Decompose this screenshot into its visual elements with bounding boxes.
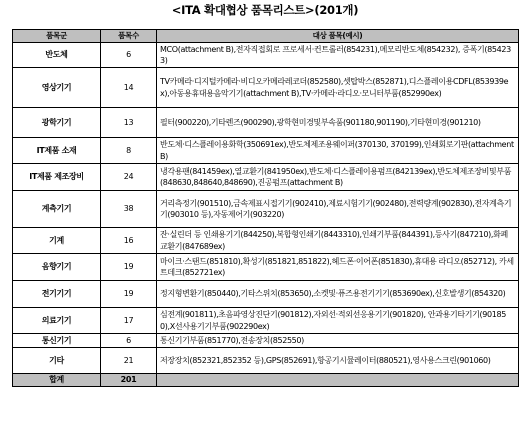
table-row	[13, 348, 519, 374]
table-row	[13, 68, 519, 108]
row-category: 기타	[13, 348, 101, 374]
row-category: 광학기기	[13, 108, 101, 138]
row-count: 21	[101, 348, 157, 374]
table-row	[13, 228, 519, 254]
table-row	[13, 334, 519, 348]
row-items: 반도체·디스플레이용화학(350691ex),반도체제조용웨이퍼(370130, 370199),인쇄회로기판(attachment B)	[157, 138, 519, 164]
header-items: 대상 품목(예시)	[157, 30, 519, 43]
row-items: 냉각용팬(841459ex),열교환기(841950ex),반도체·디스플레이용펌프(842139ex),반도체제조장비및부품(848630,848640,848690),진공펌프(attachment B)	[157, 164, 519, 191]
table-row	[13, 138, 519, 164]
row-count: 24	[101, 164, 157, 191]
table-row	[13, 191, 519, 228]
row-count: 19	[101, 254, 157, 281]
total-row	[13, 374, 519, 387]
row-count: 6	[101, 43, 157, 68]
page-title: <ITA 확대협상 품목리스트>(201개)	[171, 3, 359, 17]
header-category: 품목군	[13, 30, 101, 43]
row-items: MCO(attachment B),전자직접회로 프로세서·컨트롤러(854231),메모리반도체(854232), 증폭기(854233)	[157, 43, 519, 68]
table-row	[13, 164, 519, 191]
row-items: 정지형변환기(850440),기타스위치(853650),소켓및·퓨즈용전기기기(853690ex),신호발생기(854320)	[157, 281, 519, 308]
row-category: 통신기기	[13, 334, 101, 348]
total-count: 201	[101, 374, 157, 387]
row-items: 저장장치(852321,852352 등),GPS(852691),항공기시뮬레이터(880521),영사용스크린(901060)	[157, 348, 519, 374]
row-count: 6	[101, 334, 157, 348]
row-category: 의료기기	[13, 308, 101, 334]
row-count: 38	[101, 191, 157, 228]
row-count: 16	[101, 228, 157, 254]
row-category: 음향기기	[13, 254, 101, 281]
row-category: 기계	[13, 228, 101, 254]
table-row	[13, 254, 519, 281]
total-label: 합계	[13, 374, 101, 387]
row-count: 14	[101, 68, 157, 108]
row-items: TV카메라·디지털카메라·비디오카메라레코더(852580),셋탑박스(852871),디스플레이용CDFL(853939ex),아동용휴대용음악기기(attachment B),TV·카메라·라디오·모니터부품(852990ex)	[157, 68, 519, 108]
row-category: IT제품 제조장비	[13, 164, 101, 191]
row-count: 17	[101, 308, 157, 334]
table-row	[13, 108, 519, 138]
table-header-row	[13, 30, 519, 43]
row-items: 필터(900220),기타렌즈(900290),광학현미경및부속품(901180,901190),기타현미경(901210)	[157, 108, 519, 138]
row-category: 반도체	[13, 43, 101, 68]
row-category: 전기기기	[13, 281, 101, 308]
table-row	[13, 281, 519, 308]
table-row	[13, 308, 519, 334]
header-count: 품목수	[101, 30, 157, 43]
row-items: 잔·실린더 등 인쇄용기기(844250),복합형인쇄기(8443310),인쇄기부품(844391),등사기(847210),화폐교환기(847689ex)	[157, 228, 519, 254]
row-items: 심전계(901811),초음파영상진단기(901812),자외선·적외선응용기기(901820), 안과용기타기기(901850),X선사용기기부품(902290ex)	[157, 308, 519, 334]
total-empty-cell	[157, 374, 519, 387]
row-count: 19	[101, 281, 157, 308]
row-category: 영상기기	[13, 68, 101, 108]
row-category: IT제품 소재	[13, 138, 101, 164]
row-count: 13	[101, 108, 157, 138]
row-items: 마이크·스탠드(851810),확성기(851821,851822),헤드폰·이어폰(851830),휴대용 라디오(852712), 카세트데크(852721ex)	[157, 254, 519, 281]
row-items: 거리측정기(901510),금속제표시접기기(902410),제료시험기기(902480),전력량계(902830),전자계측기기(903010 등),자동제어기(903220)	[157, 191, 519, 228]
row-category: 계측기기	[13, 191, 101, 228]
item-list-table	[12, 29, 519, 387]
row-count: 8	[101, 138, 157, 164]
row-items: 통신기기부품(851770),전송장치(852550)	[157, 334, 519, 348]
table-row	[13, 43, 519, 68]
